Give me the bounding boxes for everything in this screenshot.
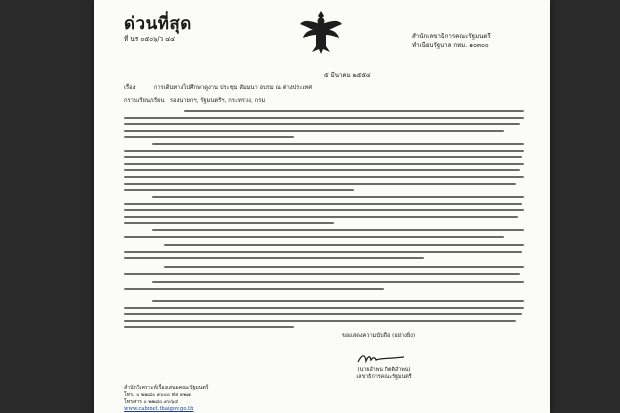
official-letter — [94, 0, 550, 413]
body-paragraph-5 — [124, 281, 524, 294]
subject-text: การเดินทางไปศึกษาดูงาน ประชุม สัมมนา อบรม ณ ต่างประเทศ — [153, 85, 312, 91]
office-name: สำนักเลขาธิการคณะรัฐมนตรี — [412, 33, 491, 40]
signatory-title: เลขาธิการคณะรัฐมนตรี — [356, 374, 412, 380]
recipient-text: รองนายกฯ, รัฐมนตรีฯ, กระทรวง, กรม — [169, 98, 266, 104]
body-paragraph-4 — [124, 229, 524, 242]
recipient-label: กราบเรียน/เรียน — [124, 98, 165, 104]
footer-fax: โทรสาร ๐ ๒๒๘๐ ๙๐๖๔ — [124, 399, 179, 405]
closing-phrase: ขอแสดงความนับถือ (อย่างยิ่ง) — [342, 333, 416, 339]
subject-label: เรื่อง — [124, 85, 136, 91]
signatory-name: (นายอำพน กิตติอำพน) — [357, 367, 411, 373]
footer-office: สำนักวิเคราะห์เรื่องเสนอคณะรัฐมนตรี — [124, 385, 209, 391]
document-number: ที่ นร ๐๕๐๖/ว ๔๔ — [124, 35, 176, 43]
letter-date: ๕ มีนาคม ๒๕๕๔ — [324, 72, 371, 79]
body-paragraph-6 — [124, 300, 524, 333]
subject-row — [124, 82, 312, 92]
garuda-emblem-icon — [297, 8, 345, 56]
footer-website-link[interactable]: www.cabinet.thaigov.go.th — [124, 406, 194, 412]
recipient-row — [124, 95, 265, 105]
footer-phone: โทร. ๐ ๒๒๘๐ ๙๐๐๐ ต่อ ๓๒๗ — [124, 392, 191, 398]
contact-footer — [124, 385, 208, 413]
body-paragraph-4-2 — [124, 266, 524, 279]
office-address: ทำเนียบรัฐบาล กทม. ๑๐๓๐๐ — [412, 42, 489, 49]
signature-icon — [356, 352, 406, 366]
issuing-office — [412, 32, 491, 50]
body-paragraph-4-1 — [124, 244, 524, 264]
signatory — [344, 367, 424, 381]
body-paragraph-2 — [124, 143, 524, 196]
urgency-label: ด่วนที่สุด — [124, 14, 192, 34]
body-paragraph-1 — [124, 110, 524, 143]
body-paragraph-3 — [124, 196, 524, 229]
